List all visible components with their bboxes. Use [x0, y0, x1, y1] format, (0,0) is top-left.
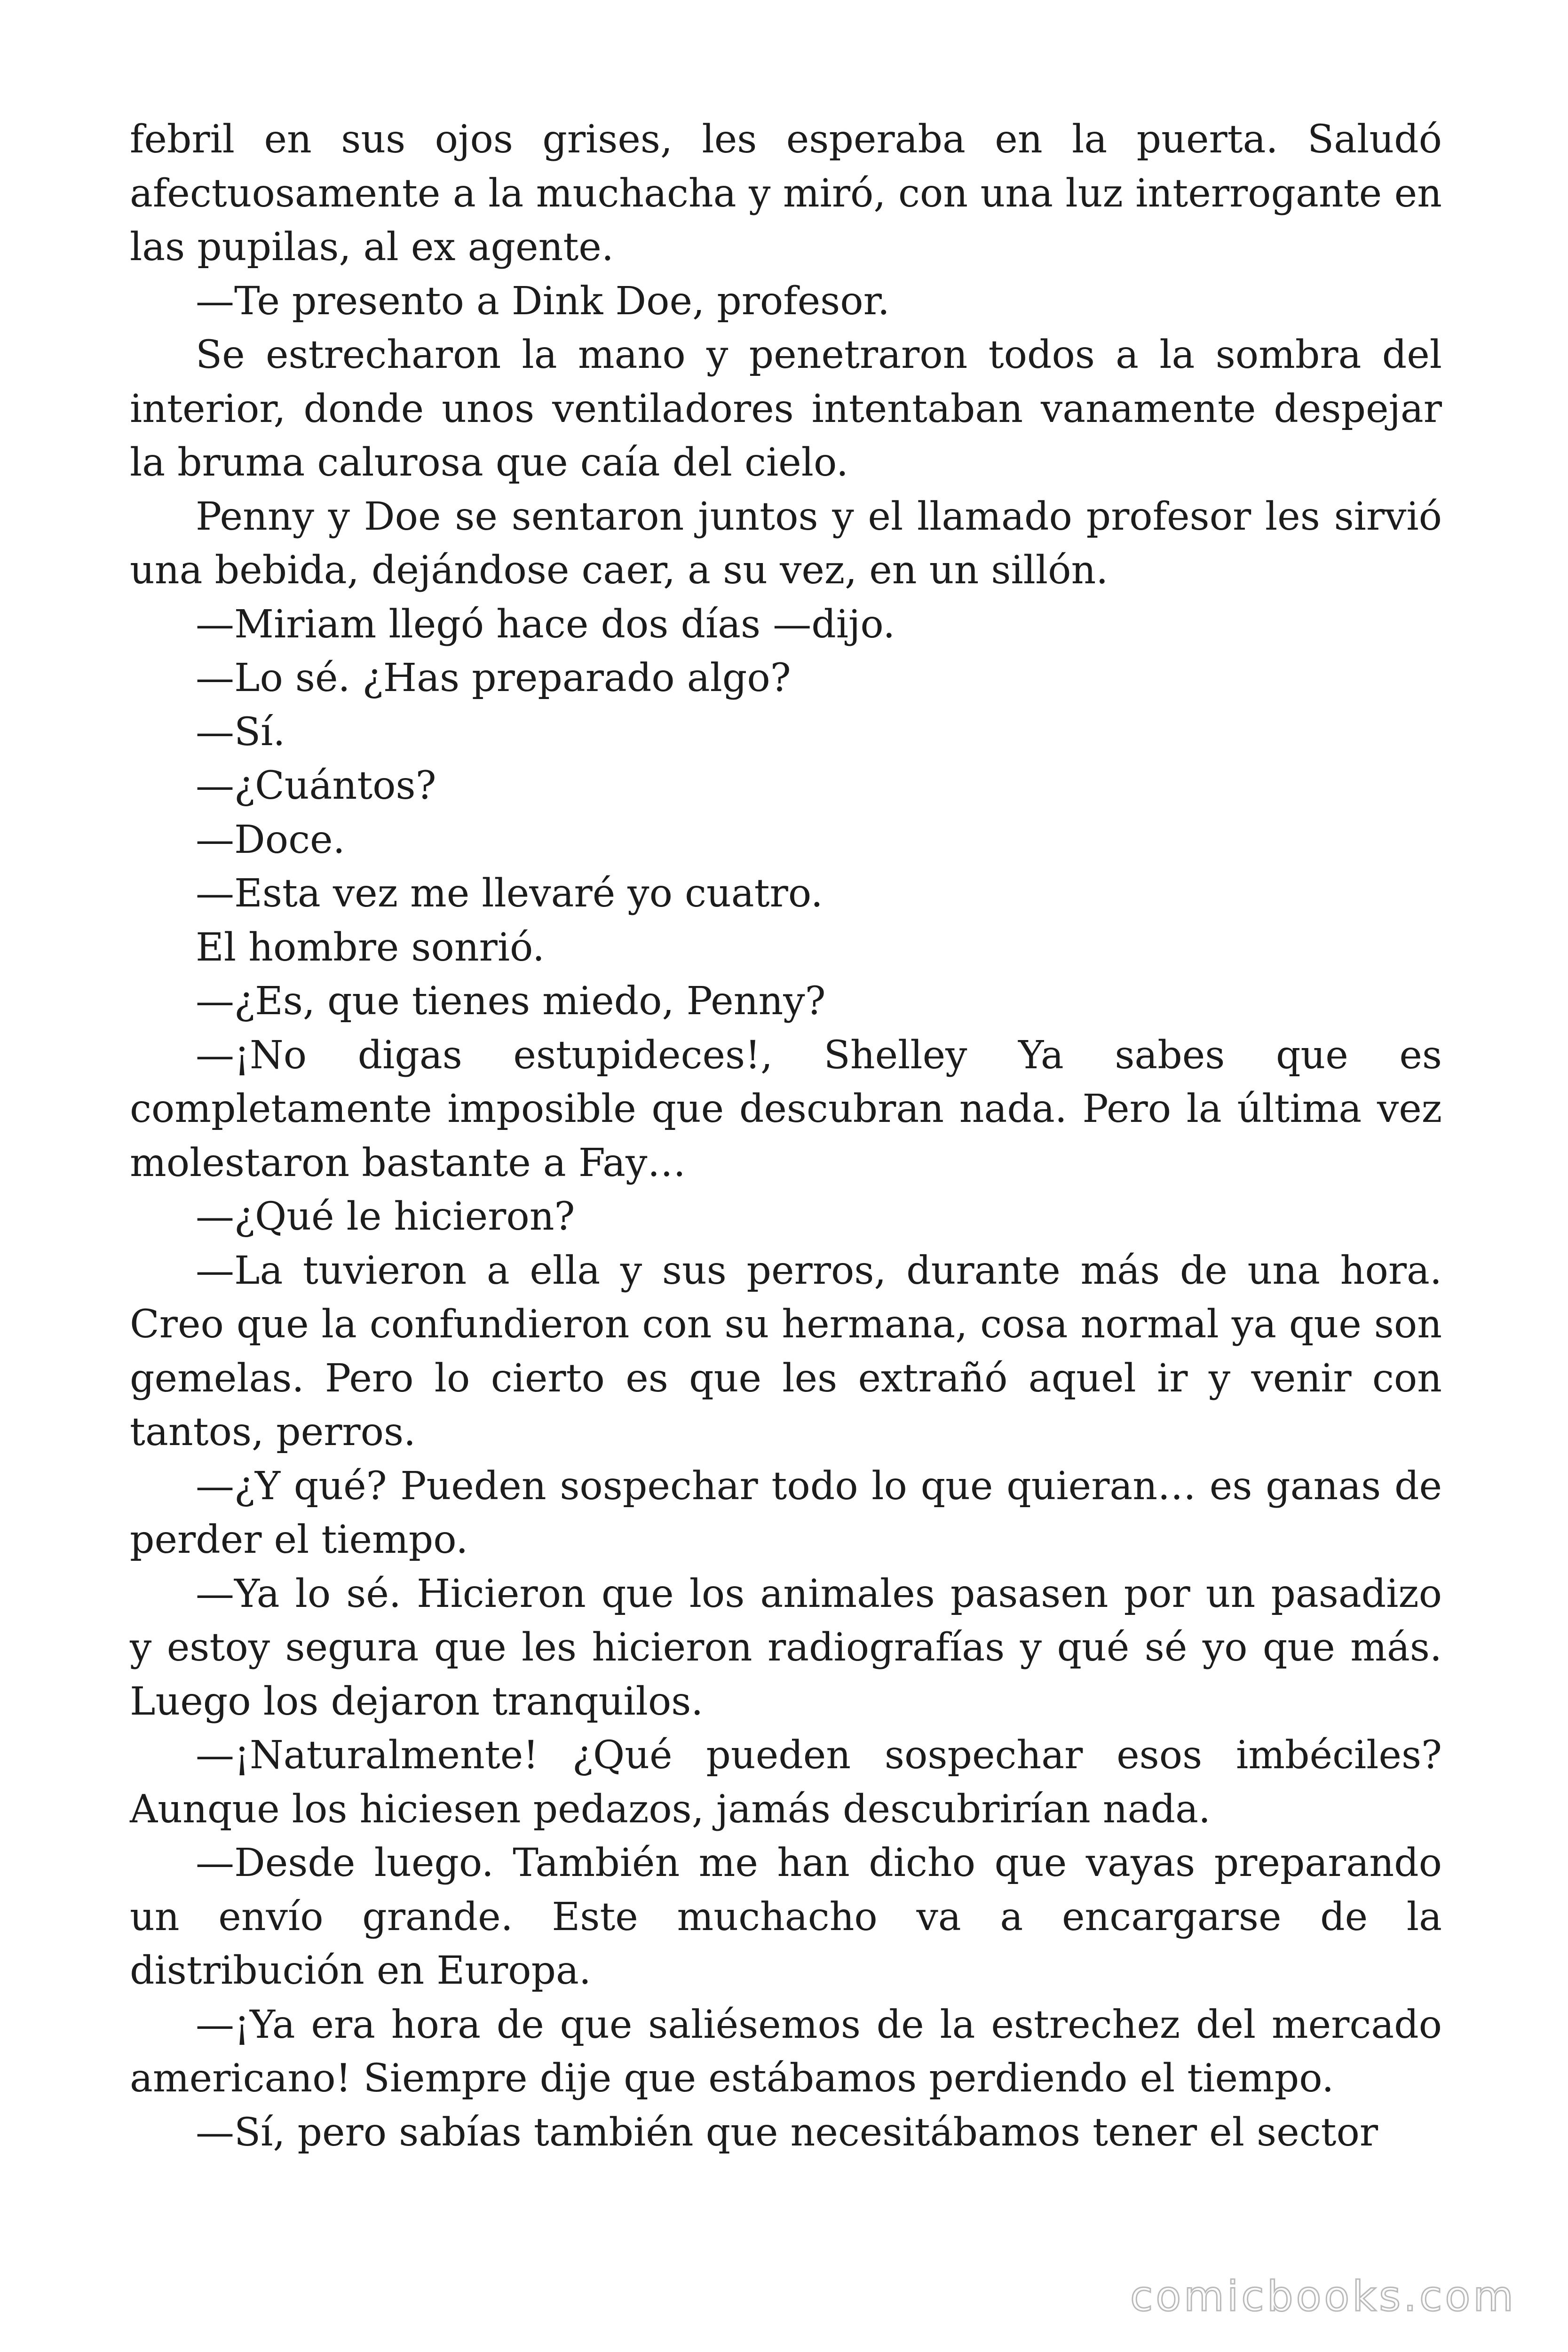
paragraph: —Ya lo sé. Hicieron que los animales pasasen por un pasadizo y estoy segura que les hicieron radiografías y qué sé yo que más. Luego los dejaron tranquilos. [130, 1571, 1442, 1724]
paragraph: —Doce. [196, 817, 345, 862]
paragraph: —¿Qué le hicieron? [196, 1194, 575, 1239]
body-text [130, 113, 1442, 2160]
paragraph: —¡Ya era hora de que saliésemos de la estrechez del mercado americano! Siempre dije que estábamos perdiendo el tiempo. [130, 2002, 1442, 2101]
paragraph: —La tuvieron a ella y sus perros, durante más de una hora. Creo que la confundieron con su hermana, cosa normal ya que son gemelas. Pero lo cierto es que les extrañó aquel ir y venir con tantos, perros. [130, 1248, 1442, 1454]
paragraph: Penny y Doe se sentaron juntos y el llamado profesor les sirvió una bebida, dejándose caer, a su vez, en un sillón. [130, 494, 1442, 593]
paragraph: —¡Naturalmente! ¿Qué pueden sospechar esos imbéciles? Aunque los hiciesen pedazos, jamás descubrirían nada. [130, 1733, 1442, 1832]
paragraph: —Sí. [196, 709, 285, 755]
paragraph: febril en sus ojos grises, les esperaba en la puerta. Saludó afectuosamente a la muchacha y miró, con una luz interrogante en las pupilas, al ex agente. [130, 117, 1442, 270]
paragraph: —¿Es, que tienes miedo, Penny? [196, 979, 826, 1024]
paragraph: —¿Cuántos? [196, 763, 436, 808]
paragraph: Se estrecharon la mano y penetraron todos a la sombra del interior, donde unos ventiladores intentaban vanamente despejar la bruma calurosa que caía del cielo. [130, 333, 1442, 485]
watermark-text: comicbooks.com [1130, 2272, 1516, 2320]
paragraph: —Sí, pero sabías también que necesitábamos tener el sector [196, 2110, 1378, 2155]
paragraph: —Miriam llegó hace dos días —dijo. [196, 602, 895, 647]
paragraph: —Esta vez me llevaré yo cuatro. [196, 871, 823, 916]
paragraph: El hombre sonrió. [196, 925, 545, 970]
paragraph: —Te presento a Dink Doe, profesor. [196, 278, 890, 324]
paragraph: —¡No digas estupideces!, Shelley Ya sabes que es completamente imposible que descubran nada. Pero la última vez molestaron bastante a Fay… [130, 1033, 1442, 1185]
paragraph: —¿Y qué? Pueden sospechar todo lo que quieran… es ganas de perder el tiempo. [130, 1463, 1442, 1562]
paragraph: —Lo sé. ¿Has preparado algo? [196, 656, 791, 700]
paragraph: —Desde luego. También me han dicho que vayas preparando un envío grande. Este muchacho va a encargarse de la distribución en Europa. [130, 1841, 1442, 1993]
